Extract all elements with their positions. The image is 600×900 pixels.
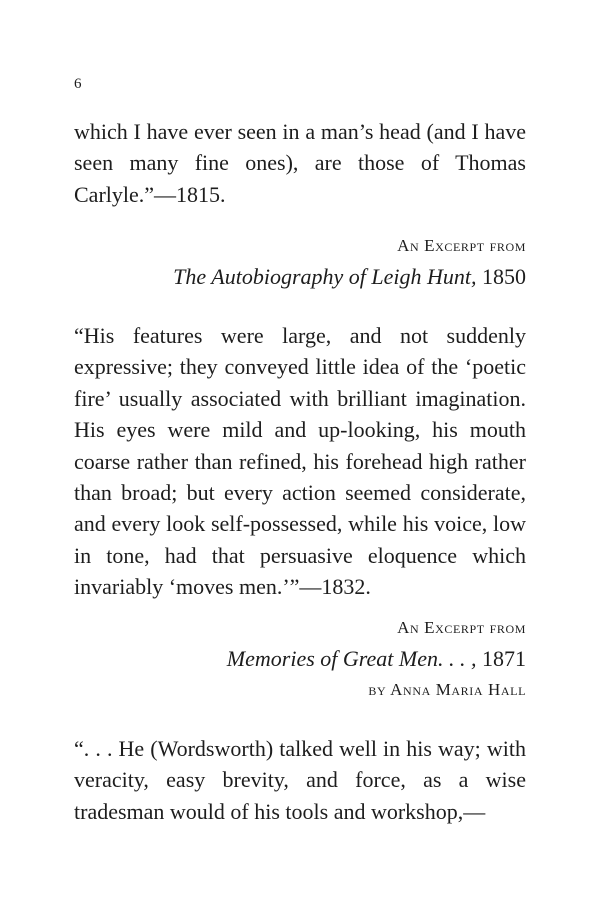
excerpt-source-line [74,643,526,674]
continuation-paragraph: which I have ever seen in a man’s head (and I have seen many fine ones), are those of Thomas Carlyle.”—1815. [74,119,526,207]
excerpt-title: The Autobiography of Leigh Hunt, [173,264,477,289]
excerpt-attribution-anna-maria-hall [74,612,526,705]
quote-paragraph-hunt: “His features were large, and not suddenly expressive; they conveyed little idea of the ‘poetic fire’ usually associated with brilliant imagination. His eyes were mild and up-looking, his mouth coarse rather than refined, his forehead high rather than broad; but every action seemed considerate, and every look self-possessed, while his voice, low in tone, had that persuasive eloquence which invariably ‘moves men.’”—1832. [74,323,526,600]
book-page [74,0,526,900]
excerpt-source-line [74,261,526,292]
excerpt-byline: by Anna Maria Hall [368,680,526,699]
excerpt-title: Memories of Great Men. . . , [226,646,477,671]
quote-paragraph-wordsworth: “. . . He (Wordsworth) talked well in his way; with veracity, easy brevity, and force, as a wise tradesman would of his tools and workshop,— [74,736,526,824]
excerpt-label: An Excerpt from [397,236,526,255]
excerpt-year: 1871 [482,646,526,671]
excerpt-attribution-leigh-hunt [74,230,526,292]
page-number: 6 [74,76,82,92]
excerpt-label: An Excerpt from [397,618,526,637]
excerpt-year: 1850 [482,264,526,289]
